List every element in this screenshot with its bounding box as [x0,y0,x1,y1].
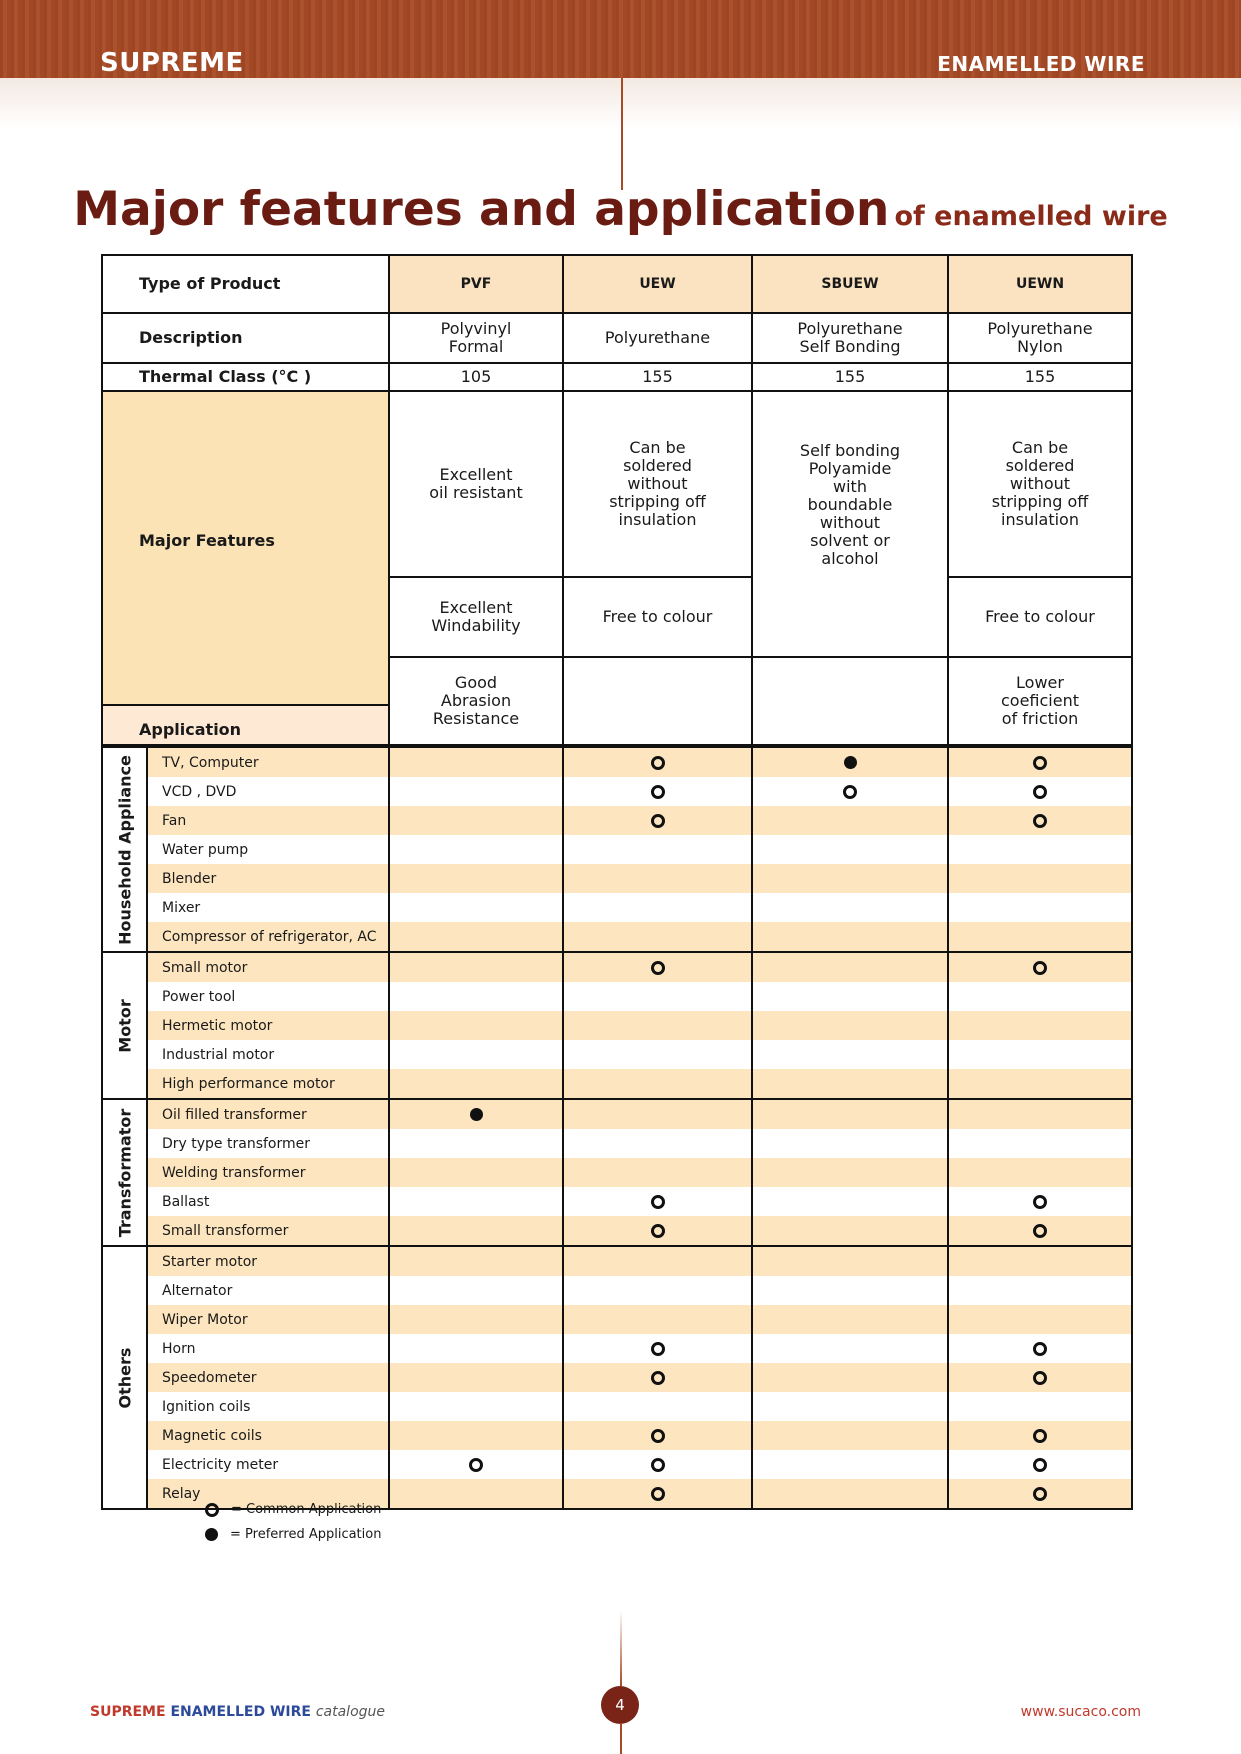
application-mark-cell [752,893,948,922]
application-name: Electricity meter [147,1450,389,1479]
application-mark-cell [389,1246,563,1276]
table-row [102,1450,1132,1479]
application-mark-cell [752,806,948,835]
application-mark-cell [752,1158,948,1187]
application-mark-cell [752,1479,948,1509]
thermal-value: 155 [948,363,1132,391]
application-mark-cell [752,1276,948,1305]
application-name: Speedometer [147,1363,389,1392]
common-application-icon [1033,1371,1047,1385]
application-mark-cell [752,952,948,982]
common-application-icon [651,1224,665,1238]
application-mark-cell [752,922,948,952]
application-mark-cell [389,1040,563,1069]
application-mark-cell [752,982,948,1011]
application-mark-cell [948,1129,1132,1158]
application-name: Alternator [147,1276,389,1305]
decorative-line [620,1610,622,1686]
common-application-icon [1033,756,1047,770]
table-row [102,806,1132,835]
application-mark-cell [563,922,752,952]
preferred-application-icon [844,756,857,769]
application-mark-cell [752,1011,948,1040]
legend-preferred: = Preferred Application [205,1527,381,1542]
application-name: Wiper Motor [147,1305,389,1334]
table-row [102,922,1132,952]
application-mark-cell [389,1099,563,1129]
application-mark-cell [389,1392,563,1421]
application-mark-cell [948,1392,1132,1421]
table-row [102,864,1132,893]
application-name: Hermetic motor [147,1011,389,1040]
application-mark-cell [563,1187,752,1216]
application-mark-cell [563,1040,752,1069]
application-mark-cell [389,864,563,893]
application-mark-cell [948,864,1132,893]
group-label: Transformator [102,1099,147,1246]
application-mark-cell [563,1129,752,1158]
application-name: Magnetic coils [147,1421,389,1450]
application-mark-cell [948,1363,1132,1392]
application-mark-cell [563,1392,752,1421]
feature-cell: Can be soldered without stripping off insulation [948,391,1132,577]
feature-cell: Excellent oil resistant [389,391,563,577]
group-label: Motor [102,952,147,1099]
decorative-line [621,78,623,190]
feature-cell: Free to colour [563,577,752,657]
application-mark-cell [563,952,752,982]
application-name: Small transformer [147,1216,389,1246]
application-mark-cell [563,1069,752,1099]
application-mark-cell [389,1129,563,1158]
title-sub: of enamelled wire [894,201,1168,232]
common-application-icon [651,1458,665,1472]
common-application-icon [1033,1195,1047,1209]
application-mark-cell [563,747,752,777]
section-title: ENAMELLED WIRE [937,52,1145,76]
common-application-icon [651,1487,665,1501]
common-application-icon [651,1429,665,1443]
application-mark-cell [948,1305,1132,1334]
major-features-label: Major Features [102,391,389,705]
application-mark-cell [948,1069,1132,1099]
table-row [102,1158,1132,1187]
application-mark-cell [563,1011,752,1040]
feature-cell: Good Abrasion Resistance [389,657,563,745]
table-row [102,1040,1132,1069]
application-name: Horn [147,1334,389,1363]
application-mark-cell [389,1479,563,1509]
group-label: Others [102,1246,147,1509]
application-mark-cell [389,1421,563,1450]
application-name: Oil filled transformer [147,1099,389,1129]
common-application-icon [1033,814,1047,828]
application-mark-cell [563,777,752,806]
application-name: Ballast [147,1187,389,1216]
common-application-icon [651,961,665,975]
table-row [102,835,1132,864]
application-name: Starter motor [147,1246,389,1276]
application-mark-cell [948,806,1132,835]
page-number: 4 [601,1686,639,1724]
table-row [102,777,1132,806]
table-row [102,747,1132,777]
footer-url[interactable]: www.sucaco.com [1020,1704,1141,1720]
application-name: Small motor [147,952,389,982]
page-title [0,182,1241,237]
table-row [102,1011,1132,1040]
application-mark-cell [752,777,948,806]
common-application-icon [1033,1342,1047,1356]
application-name: High performance motor [147,1069,389,1099]
common-application-icon [1033,961,1047,975]
application-mark-cell [948,1276,1132,1305]
application-mark-cell [948,835,1132,864]
common-application-icon [651,1342,665,1356]
common-application-icon [1033,1224,1047,1238]
type-label: Type of Product [102,255,389,313]
description-cell: Polyvinyl Formal [389,313,563,363]
application-mark-cell [752,1421,948,1450]
common-application-icon [651,756,665,770]
application-mark-cell [563,1216,752,1246]
table-row [102,1392,1132,1421]
title-main: Major features and application [73,182,890,237]
application-mark-cell [389,952,563,982]
common-application-icon [469,1458,483,1472]
common-application-icon [1033,1429,1047,1443]
application-mark-cell [752,1069,948,1099]
application-mark-cell [948,1216,1132,1246]
application-mark-cell [389,982,563,1011]
application-mark-cell [563,1450,752,1479]
product-header: SBUEW [752,255,948,313]
application-mark-cell [563,1305,752,1334]
feature-cell: Excellent Windability [389,577,563,657]
application-mark-cell [563,893,752,922]
common-application-icon [651,1195,665,1209]
application-mark-cell [389,835,563,864]
footer-brand: SUPREME ENAMELLED WIRE catalogue [90,1704,386,1720]
description-cell: Polyurethane [563,313,752,363]
table-row [102,952,1132,982]
application-mark-cell [563,1246,752,1276]
application-mark-cell [389,1450,563,1479]
application-name: Compressor of refrigerator, AC [147,922,389,952]
application-mark-cell [389,747,563,777]
thermal-label: Thermal Class (°C ) [102,363,389,391]
application-mark-cell [752,1305,948,1334]
table-row [102,893,1132,922]
table-row [102,1129,1132,1158]
preferred-application-icon [205,1528,218,1541]
application-name: Industrial motor [147,1040,389,1069]
application-mark-cell [563,1479,752,1509]
table-row [102,1421,1132,1450]
group-label: Household Appliance [102,747,147,952]
table-row [102,1099,1132,1129]
application-mark-cell [948,1479,1132,1509]
application-name: Fan [147,806,389,835]
application-mark-cell [948,893,1132,922]
application-mark-cell [389,1363,563,1392]
common-application-icon [651,785,665,799]
application-mark-cell [948,1187,1132,1216]
table-row [102,1187,1132,1216]
application-mark-cell [948,952,1132,982]
application-name: Blender [147,864,389,893]
application-table [101,746,1133,1510]
application-mark-cell [752,1334,948,1363]
application-mark-cell [948,1334,1132,1363]
application-mark-cell [389,1276,563,1305]
common-application-icon [1033,1458,1047,1472]
application-name: Ignition coils [147,1392,389,1421]
application-mark-cell [389,1334,563,1363]
application-mark-cell [752,1187,948,1216]
feature-cell: Self bonding Polyamide with boundable without solvent or alcohol [752,391,948,657]
application-mark-cell [389,1187,563,1216]
description-cell: Polyurethane Nylon [948,313,1132,363]
application-mark-cell [563,1421,752,1450]
spec-table [101,254,1133,746]
application-mark-cell [389,1011,563,1040]
application-mark-cell [948,747,1132,777]
legend-common: = Common Application [205,1502,381,1517]
application-name: TV, Computer [147,747,389,777]
application-name: VCD , DVD [147,777,389,806]
table-row [102,1363,1132,1392]
thermal-value: 105 [389,363,563,391]
application-mark-cell [752,1040,948,1069]
table-row [102,1069,1132,1099]
table-row [102,1305,1132,1334]
common-application-icon [205,1503,219,1517]
description-label: Description [102,313,389,363]
application-mark-cell [389,1216,563,1246]
application-mark-cell [948,1450,1132,1479]
brand-name: SUPREME [100,48,244,78]
application-mark-cell [563,864,752,893]
application-mark-cell [948,922,1132,952]
application-mark-cell [752,1392,948,1421]
table-row [102,1246,1132,1276]
product-header: UEWN [948,255,1132,313]
feature-cell [563,657,752,745]
common-application-icon [1033,1487,1047,1501]
common-application-icon [843,785,857,799]
application-mark-cell [563,835,752,864]
description-cell: Polyurethane Self Bonding [752,313,948,363]
application-mark-cell [752,1246,948,1276]
application-mark-cell [752,747,948,777]
application-mark-cell [389,1305,563,1334]
application-mark-cell [752,835,948,864]
common-application-icon [651,1371,665,1385]
product-header: PVF [389,255,563,313]
thermal-value: 155 [752,363,948,391]
thermal-value: 155 [563,363,752,391]
application-mark-cell [563,1276,752,1305]
feature-cell [752,657,948,745]
application-mark-cell [752,1450,948,1479]
application-mark-cell [563,1099,752,1129]
product-header: UEW [563,255,752,313]
decorative-line [620,1723,622,1754]
feature-cell: Free to colour [948,577,1132,657]
feature-cell: Can be soldered without stripping off insulation [563,391,752,577]
application-name: Power tool [147,982,389,1011]
application-mark-cell [563,1158,752,1187]
application-mark-cell [948,777,1132,806]
application-label: Application [102,705,389,745]
application-mark-cell [389,1158,563,1187]
application-name: Dry type transformer [147,1129,389,1158]
application-mark-cell [563,982,752,1011]
application-mark-cell [948,982,1132,1011]
application-name: Relay [147,1479,389,1509]
application-mark-cell [948,1099,1132,1129]
application-mark-cell [948,1040,1132,1069]
application-mark-cell [752,1216,948,1246]
application-mark-cell [389,893,563,922]
table-row [102,1334,1132,1363]
application-mark-cell [948,1011,1132,1040]
table-row [102,982,1132,1011]
application-name: Mixer [147,893,389,922]
application-mark-cell [389,1069,563,1099]
preferred-application-icon [470,1108,483,1121]
application-mark-cell [752,864,948,893]
application-mark-cell [389,777,563,806]
application-mark-cell [752,1129,948,1158]
application-name: Welding transformer [147,1158,389,1187]
table-row [102,1216,1132,1246]
common-application-icon [651,814,665,828]
application-mark-cell [752,1099,948,1129]
application-mark-cell [389,806,563,835]
application-mark-cell [563,806,752,835]
application-mark-cell [752,1363,948,1392]
common-application-icon [1033,785,1047,799]
application-name: Water pump [147,835,389,864]
application-mark-cell [389,922,563,952]
application-mark-cell [948,1421,1132,1450]
application-mark-cell [948,1158,1132,1187]
table-row [102,1276,1132,1305]
application-mark-cell [563,1334,752,1363]
feature-cell: Lower coeficient of friction [948,657,1132,745]
application-mark-cell [948,1246,1132,1276]
application-mark-cell [563,1363,752,1392]
